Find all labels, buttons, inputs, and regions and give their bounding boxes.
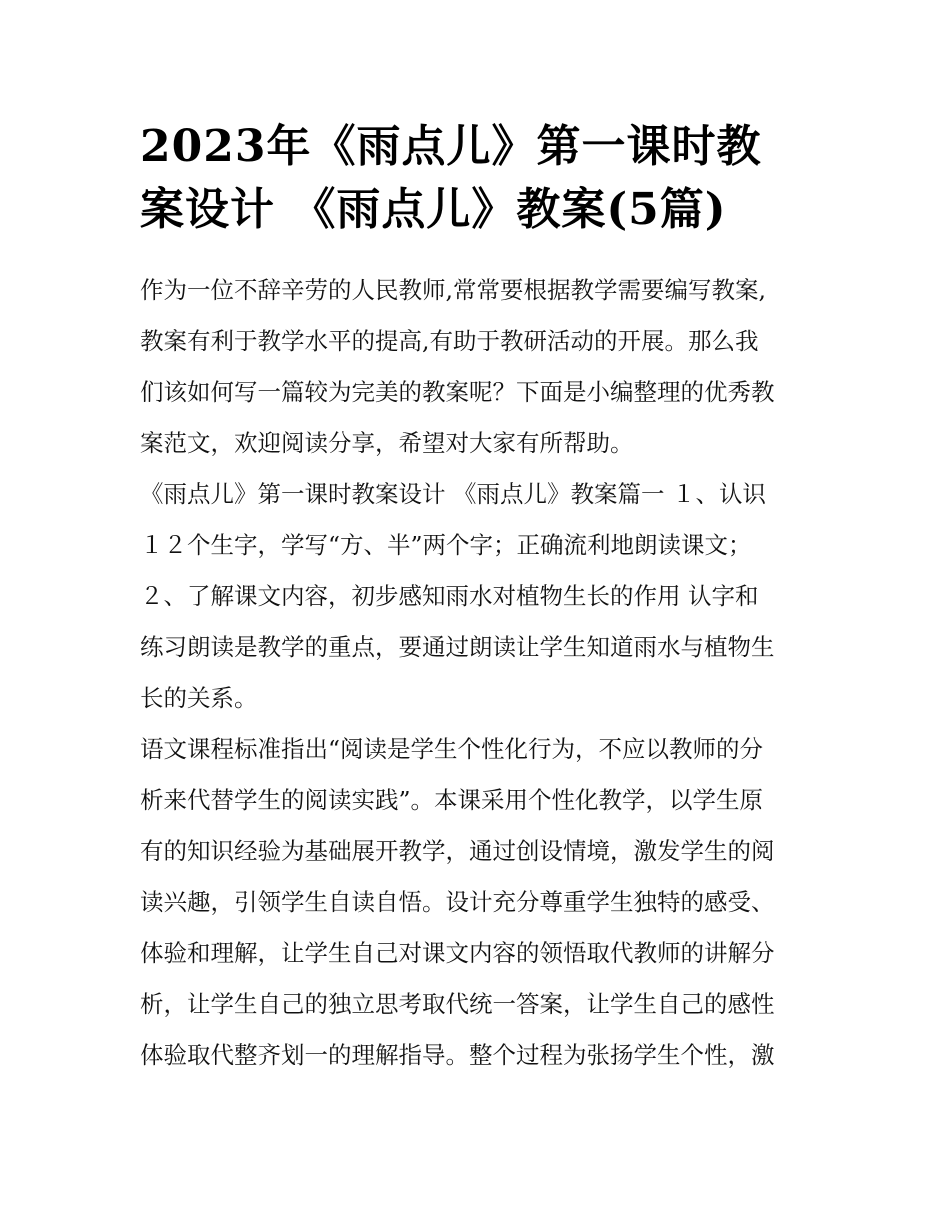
text-line: 读兴趣，引领学生自读自悟。设计充分尊重学生独特的感受、 (140, 888, 775, 916)
text-line: 们该如何写一篇较为完美的教案呢？下面是小编整理的优秀教 (140, 378, 775, 406)
text-line: 《雨点儿》第一课时教案设计 《雨点儿》教案篇一 １、认识 (140, 480, 766, 508)
title-line: 2023年《雨点儿》第一课时教 (140, 121, 762, 172)
text-line: 析来代替学生的阅读实践”。本课采用个性化教学，以学生原 (140, 786, 764, 814)
title-line: 案设计 《雨点儿》教案(5篇) (140, 184, 727, 235)
text-line: 长的关系。 (140, 684, 258, 712)
text-line: 案范文，欢迎阅读分享，希望对大家有所帮助。 (140, 429, 634, 457)
text-line: 教案有利于教学水平的提高,有助于教研活动的开展。那么我 (140, 327, 759, 355)
text-line: 练习朗读是教学的重点，要通过朗读让学生知道雨水与植物生 (140, 633, 775, 661)
text-line: 有的知识经验为基础展开教学，通过创设情境，激发学生的阅 (140, 837, 775, 865)
text-line: 体验取代整齐划一的理解指导。整个过程为张扬学生个性，激 (140, 1041, 775, 1069)
text-line: 作为一位不辞辛劳的人民教师,常常要根据教学需要编写教案, (140, 276, 766, 304)
text-line: 语文课程标准指出“阅读是学生个性化行为，不应以教师的分 (140, 735, 764, 763)
text-line: ２、了解课文内容，初步感知雨水对植物生长的作用 认字和 (140, 582, 759, 610)
document-title (140, 115, 820, 241)
document-body (140, 265, 820, 1081)
document-page (140, 115, 820, 1081)
text-line: 体验和理解，让学生自己对课文内容的领悟取代教师的讲解分 (140, 939, 775, 967)
text-line: 析，让学生自己的独立思考取代统一答案，让学生自己的感性 (140, 990, 775, 1018)
text-line: １２个生字，学写“方、半”两个字；正确流利地朗读课文； (140, 531, 752, 559)
